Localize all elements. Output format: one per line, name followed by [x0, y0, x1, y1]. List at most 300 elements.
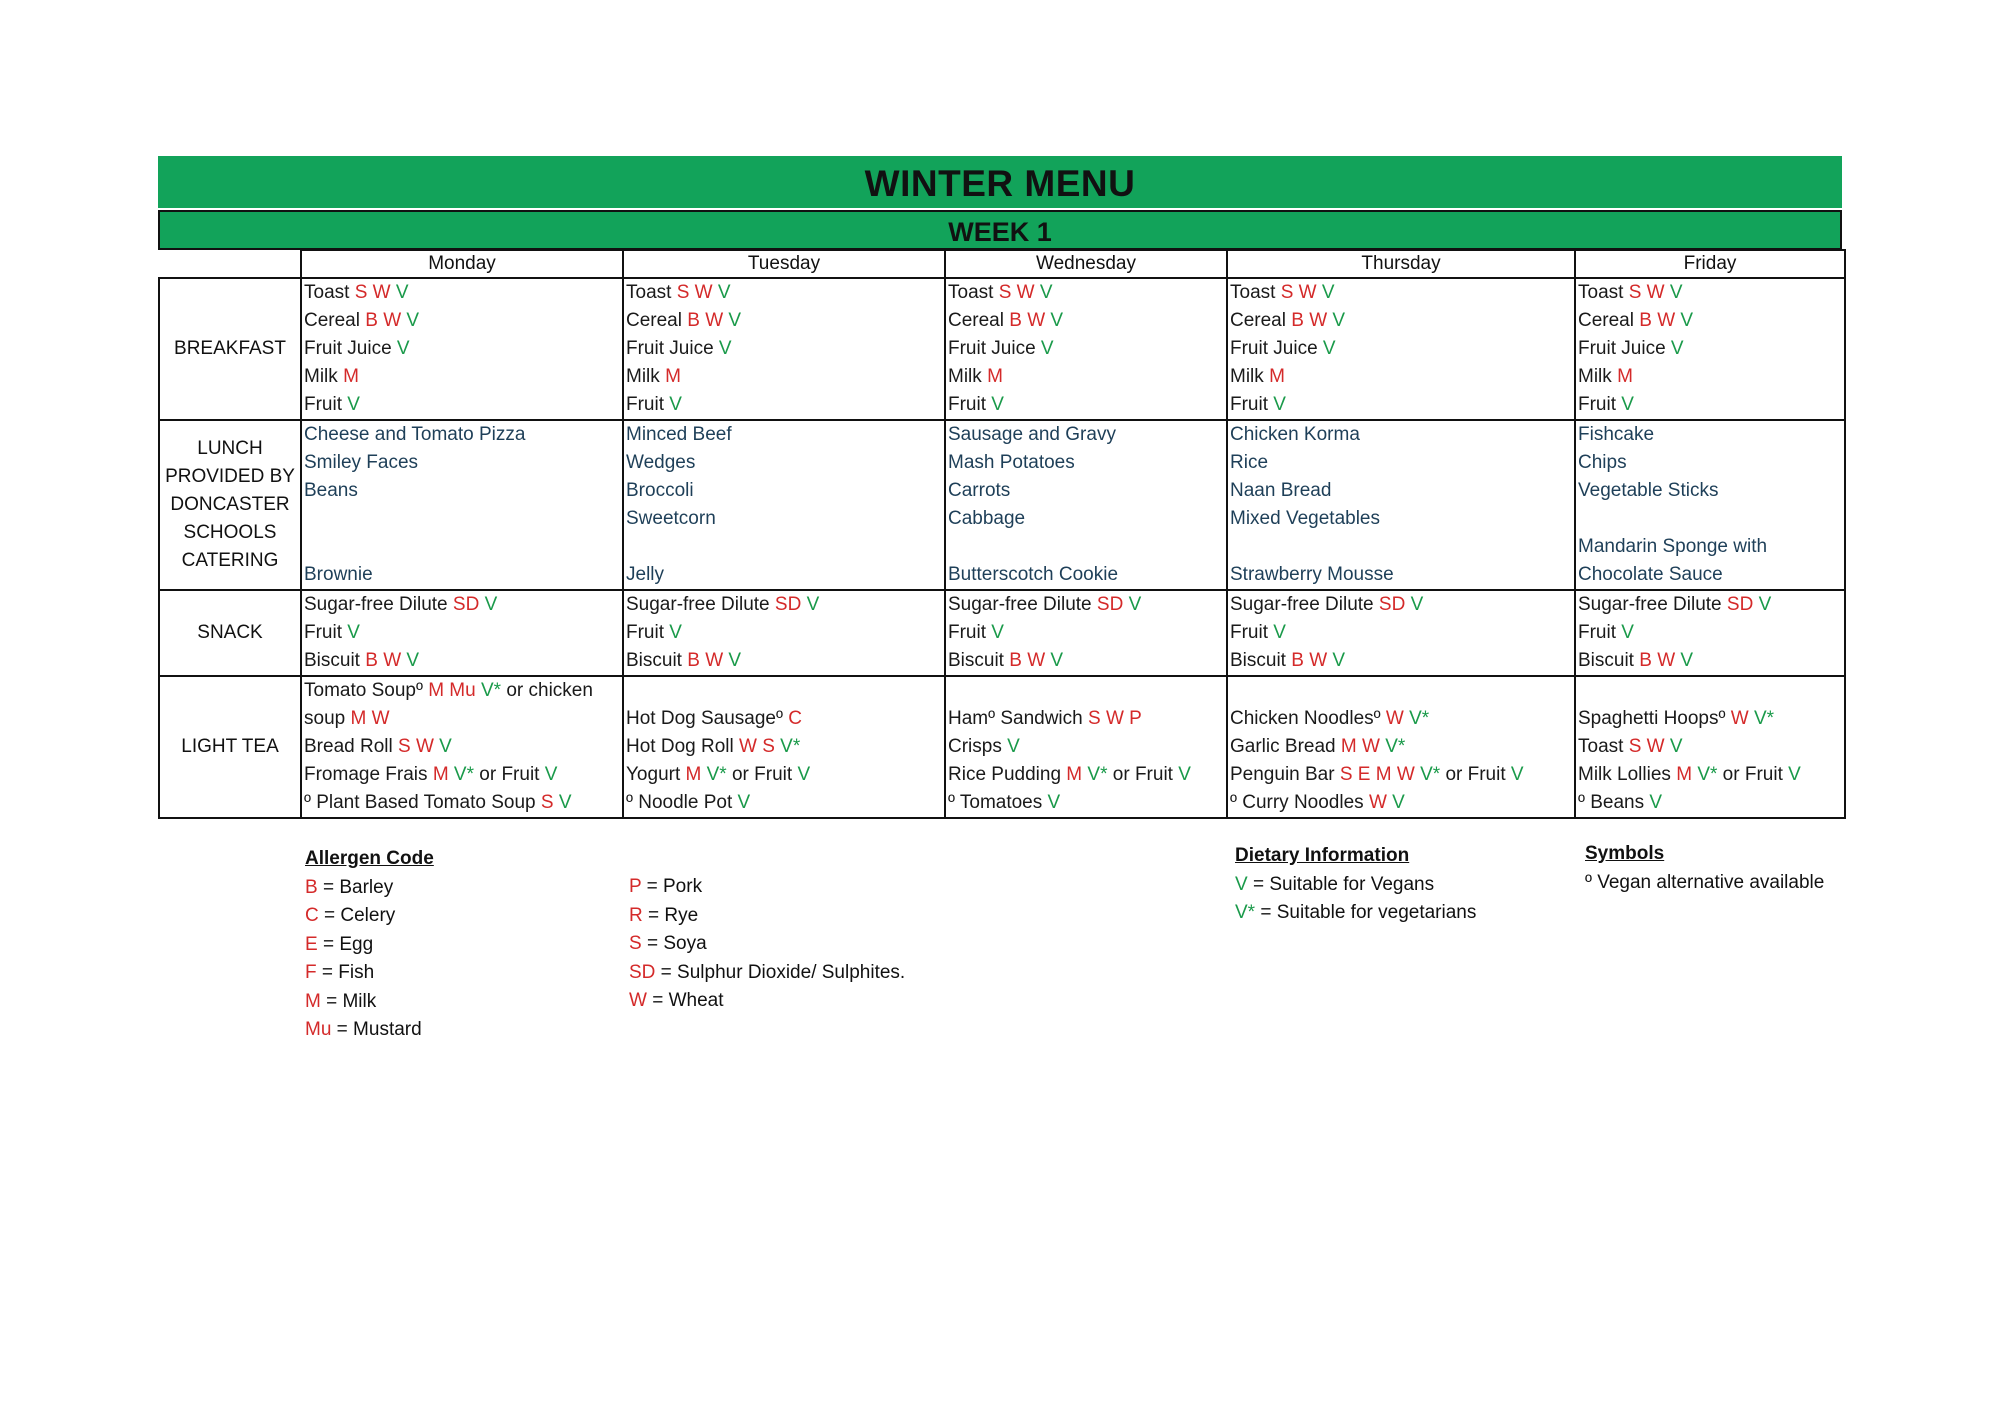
allergen-code: B W	[365, 310, 407, 331]
menu-item	[304, 363, 620, 391]
allergen-code: B W	[1009, 310, 1051, 331]
allergen-code: S W	[1280, 282, 1322, 303]
dietary-legend	[1235, 842, 1476, 928]
dietary-code: V	[1040, 338, 1054, 359]
legend-code: B	[305, 876, 318, 898]
meal-row	[159, 278, 1845, 420]
allergen-code: B W	[1639, 310, 1681, 331]
menu-cell	[1575, 590, 1845, 676]
menu-body	[159, 278, 1845, 818]
menu-item	[948, 761, 1224, 789]
allergen-code: B W	[1009, 650, 1051, 671]
symbols-heading: Symbols	[1585, 843, 1665, 864]
dietary-code: V	[1332, 650, 1346, 671]
dietary-code: V	[1332, 310, 1346, 331]
legend-code: S	[629, 933, 642, 954]
menu-item	[1578, 391, 1842, 419]
allergen-code: S W	[1628, 282, 1670, 303]
menu-spacer	[948, 677, 1224, 705]
menu-item	[1578, 307, 1842, 335]
menu-item	[1578, 561, 1842, 589]
item-text: Tomato Soupº	[304, 680, 429, 701]
legend-code: V*	[1235, 902, 1256, 923]
item-text: º Noodle Pot	[626, 792, 738, 813]
day-header-tuesday: Tuesday	[623, 250, 945, 278]
menu-item	[304, 561, 620, 589]
menu-item	[948, 391, 1224, 419]
dietary-code: V	[1050, 650, 1064, 671]
dietary-code: V	[484, 594, 498, 615]
menu-item	[1230, 619, 1572, 647]
menu-item	[1230, 761, 1572, 789]
menu-spacer	[626, 677, 942, 705]
dietary-code: V*	[706, 764, 732, 785]
allergen-code: M	[1269, 366, 1285, 387]
menu-cell	[945, 676, 1227, 818]
item-text: or Fruit	[479, 764, 545, 785]
dietary-code: V	[544, 764, 558, 785]
dietary-code: V	[669, 622, 682, 643]
legend-text: = Sulphur Dioxide/ Sulphites.	[655, 961, 906, 983]
item-text: Toast	[1230, 282, 1281, 303]
menu-item	[626, 733, 942, 761]
menu-item	[1578, 591, 1842, 619]
allergen-list-1	[305, 874, 434, 1045]
dietary-code: V	[1758, 594, 1772, 615]
menu-item	[1578, 449, 1842, 477]
item-text: Garlic Bread	[1230, 736, 1341, 757]
dietary-code: V	[728, 310, 742, 331]
allergen-code: B W	[1291, 310, 1333, 331]
item-text: Sugar-free Dilute	[948, 594, 1097, 615]
allergen-code: SD	[774, 594, 807, 615]
item-text: Hot Dog Roll	[626, 736, 739, 757]
allergen-code: M	[665, 366, 681, 387]
dietary-code: V*	[780, 736, 801, 757]
item-text: soup	[304, 708, 351, 729]
menu-item	[304, 421, 620, 449]
menu-item	[626, 561, 942, 589]
menu-item	[948, 505, 1224, 533]
item-text: Broccoli	[626, 480, 694, 501]
menu-item	[304, 335, 620, 363]
item-text: Fruit	[948, 622, 992, 643]
dietary-code: V	[395, 282, 409, 303]
item-text: Brownie	[304, 564, 373, 585]
legend-item	[629, 902, 905, 931]
menu-item	[304, 449, 620, 477]
menu-spacer	[304, 533, 620, 561]
menu-item	[948, 335, 1224, 363]
menu-item	[1230, 733, 1572, 761]
item-text: Milk	[304, 366, 344, 387]
legend-code: R	[629, 904, 643, 926]
item-text: or Fruit	[1445, 764, 1511, 785]
item-text: º Curry Noodles	[1230, 792, 1369, 813]
item-text: º Plant Based Tomato Soup	[304, 792, 541, 813]
allergen-code: SD	[1096, 594, 1129, 615]
legend-item	[305, 988, 434, 1017]
menu-item	[626, 705, 942, 733]
dietary-code: V	[728, 650, 742, 671]
item-text: or Fruit	[731, 764, 798, 785]
menu-item	[1230, 505, 1572, 533]
menu-item	[626, 477, 942, 505]
menu-item	[948, 421, 1224, 449]
item-text: Wedges	[626, 452, 696, 473]
item-text: Cereal	[1578, 310, 1640, 331]
allergen-code: C	[788, 708, 802, 729]
menu-item	[948, 733, 1224, 761]
menu-spacer	[1578, 677, 1842, 705]
legend-text: = Suitable for vegetarians	[1255, 902, 1477, 923]
item-text: Cereal	[304, 310, 366, 331]
menu-item	[1578, 421, 1842, 449]
dietary-code: V	[737, 792, 751, 813]
allergen-code: M Mu	[428, 680, 481, 701]
menu-item	[626, 647, 942, 675]
menu-cell	[301, 590, 623, 676]
dietary-code: V	[991, 622, 1004, 643]
meal-row	[159, 420, 1845, 590]
dietary-code: V	[1273, 394, 1286, 415]
menu-cell	[945, 420, 1227, 590]
legend-item	[1235, 899, 1476, 928]
menu-item	[1230, 391, 1572, 419]
item-text: Beans	[304, 480, 358, 501]
legend-item	[305, 902, 434, 931]
menu-cell	[1227, 590, 1575, 676]
menu-cell	[1227, 278, 1575, 420]
menu-cell	[1575, 420, 1845, 590]
dietary-code: V	[1621, 622, 1634, 643]
meal-label: LIGHT TEA	[159, 676, 301, 818]
menu-item	[304, 647, 620, 675]
menu-item	[626, 279, 942, 307]
menu-item	[948, 363, 1224, 391]
item-text: Penguin Bar	[1230, 764, 1340, 785]
legend-code: P	[629, 876, 642, 897]
dietary-code: V	[1680, 310, 1694, 331]
item-text: º Tomatoes	[948, 792, 1048, 813]
menu-cell	[1227, 420, 1575, 590]
day-header-thursday: Thursday	[1227, 250, 1575, 278]
menu-spacer	[626, 533, 942, 561]
menu-cell	[301, 278, 623, 420]
menu-item	[948, 279, 1224, 307]
legend-text: = Milk	[320, 990, 377, 1012]
dietary-code: V	[1322, 338, 1336, 359]
menu-item	[626, 335, 942, 363]
item-text: Sweetcorn	[626, 508, 716, 529]
menu-item	[304, 477, 620, 505]
item-text: Hot Dog Sausageº	[626, 708, 789, 729]
menu-item	[948, 561, 1224, 589]
menu-item	[1578, 619, 1842, 647]
item-text: Vegetable Sticks	[1578, 480, 1719, 501]
dietary-code: V	[1273, 622, 1286, 643]
item-text: or Fruit	[1722, 764, 1789, 785]
menu-item	[304, 307, 620, 335]
dietary-heading: Dietary Information	[1235, 845, 1410, 866]
item-text: Chocolate Sauce	[1578, 564, 1723, 585]
menu-item	[1230, 789, 1572, 817]
legend-text: = Wheat	[646, 990, 724, 1011]
item-text: º Beans	[1578, 792, 1650, 813]
menu-item	[1578, 705, 1842, 733]
legend-code: Mu	[305, 1019, 332, 1040]
dietary-list	[1235, 871, 1476, 928]
day-header-friday: Friday	[1575, 250, 1845, 278]
menu-item	[948, 591, 1224, 619]
menu-item	[304, 733, 620, 761]
item-text: Strawberry Mousse	[1230, 564, 1394, 585]
dietary-code: V	[406, 310, 420, 331]
item-text: Toast	[1578, 736, 1629, 757]
item-text: Biscuit	[1578, 650, 1640, 671]
legend-text: = Mustard	[331, 1019, 422, 1040]
menu-cell	[945, 590, 1227, 676]
symbols-list	[1585, 869, 1824, 898]
menu-item	[626, 619, 942, 647]
dietary-code: V	[1649, 792, 1663, 813]
item-text: Toast	[626, 282, 677, 303]
menu-item	[1230, 449, 1572, 477]
menu-item	[626, 391, 942, 419]
menu-cell	[623, 676, 945, 818]
menu-item	[626, 789, 942, 817]
legend-code: W	[629, 990, 647, 1011]
item-text: Cereal	[626, 310, 688, 331]
item-text: Rice Pudding	[948, 764, 1067, 785]
dietary-code: V*	[1385, 736, 1406, 757]
dietary-code: V	[347, 394, 360, 415]
item-text: Cabbage	[948, 508, 1026, 529]
item-text: Fruit Juice	[626, 338, 719, 359]
item-text: Chicken Korma	[1230, 424, 1360, 445]
legend-item	[629, 930, 905, 959]
allergen-code: B W	[1639, 650, 1681, 671]
menu-item	[304, 705, 620, 733]
menu-item	[304, 761, 620, 789]
dietary-code: V	[1670, 338, 1684, 359]
item-text: Naan Bread	[1230, 480, 1332, 501]
item-text: Rice	[1230, 452, 1269, 473]
menu-item	[1578, 335, 1842, 363]
item-text: Milk	[1578, 366, 1618, 387]
allergen-code: S W	[998, 282, 1040, 303]
menu-cell	[623, 278, 945, 420]
item-text: Spaghetti Hoopsº	[1578, 708, 1731, 729]
allergen-code: W	[1730, 708, 1754, 729]
allergen-heading: Allergen Code	[305, 848, 434, 869]
menu-cell	[1575, 676, 1845, 818]
menu-item	[304, 677, 620, 705]
menu-item	[304, 619, 620, 647]
allergen-code: S W	[354, 282, 396, 303]
menu-item	[1230, 561, 1572, 589]
item-text: Mandarin Sponge with	[1578, 536, 1768, 557]
item-text: Fromage Frais	[304, 764, 433, 785]
menu-item	[948, 449, 1224, 477]
legend-text: = Egg	[317, 933, 374, 955]
menu-item	[1230, 647, 1572, 675]
legend-item	[1235, 871, 1476, 900]
legend-text: = Fish	[316, 962, 375, 983]
item-text: Sugar-free Dilute	[304, 594, 453, 615]
menu-item	[304, 279, 620, 307]
menu-item	[1230, 591, 1572, 619]
legend-text: = Pork	[641, 876, 703, 897]
legend-item	[629, 959, 905, 988]
menu-item	[948, 705, 1224, 733]
dietary-code: V	[1007, 736, 1020, 757]
allergen-code: SD	[452, 594, 485, 615]
dietary-code: V	[1392, 792, 1405, 813]
item-text: Sugar-free Dilute	[1230, 594, 1379, 615]
item-text: Fruit Juice	[1230, 338, 1323, 359]
meal-label: LUNCH PROVIDED BY DONCASTER SCHOOLS CATERING	[159, 420, 301, 590]
allergen-code: M W	[350, 708, 390, 729]
allergen-code: M	[1066, 764, 1088, 785]
dietary-code: V	[396, 338, 410, 359]
dietary-code: V*	[480, 680, 507, 701]
item-text: Crisps	[948, 736, 1008, 757]
allergen-code: SD	[1726, 594, 1759, 615]
item-text: Mixed Vegetables	[1230, 508, 1380, 529]
allergen-code: W	[1385, 708, 1410, 729]
menu-item	[948, 477, 1224, 505]
item-text: Milk	[1230, 366, 1270, 387]
allergen-code: M	[685, 764, 707, 785]
allergen-code: SD	[1378, 594, 1411, 615]
menu-item	[1578, 733, 1842, 761]
legend-item	[305, 959, 434, 988]
item-text: Hamº Sandwich	[948, 708, 1088, 729]
allergen-code: S E M W	[1339, 764, 1421, 785]
item-text: Chips	[1578, 452, 1627, 473]
dietary-code: V	[717, 282, 731, 303]
menu-item	[1230, 421, 1572, 449]
legend-code: C	[305, 905, 319, 926]
item-text: or chicken	[506, 680, 593, 701]
menu-item	[1578, 363, 1842, 391]
item-text: or Fruit	[1112, 764, 1179, 785]
item-text: Smiley Faces	[304, 452, 419, 473]
menu-item	[1230, 363, 1572, 391]
dietary-code: V	[1410, 594, 1424, 615]
menu-item	[1578, 279, 1842, 307]
dietary-code: V	[1047, 792, 1061, 813]
dietary-code: V	[797, 764, 811, 785]
allergen-code: S W P	[1088, 708, 1142, 729]
item-text: Fruit	[1578, 394, 1622, 415]
legend-item	[629, 873, 905, 902]
dietary-code: V	[1321, 282, 1335, 303]
symbol-item: º Vegan alternative available	[1585, 871, 1825, 893]
menu-item	[626, 421, 942, 449]
dietary-code: V	[347, 622, 360, 643]
item-text: Yogurt	[626, 764, 686, 785]
menu-cell	[1227, 676, 1575, 818]
dietary-code: V	[406, 650, 420, 671]
menu-item	[626, 761, 942, 789]
allergen-code: M	[1617, 366, 1633, 387]
allergen-code: W S	[739, 736, 781, 757]
item-text: Sugar-free Dilute	[1578, 594, 1727, 615]
allergen-code: B W	[365, 650, 407, 671]
dietary-code: V*	[1420, 764, 1446, 785]
dietary-code: V	[558, 792, 572, 813]
dietary-code: V	[1128, 594, 1142, 615]
menu-table	[158, 249, 1846, 819]
dietary-code: V	[991, 394, 1004, 415]
legend-text: = Celery	[318, 905, 396, 926]
menu-item	[948, 647, 1224, 675]
dietary-code: V*	[1753, 708, 1775, 729]
allergen-code: M	[432, 764, 454, 785]
legend-text: = Barley	[317, 876, 394, 898]
allergen-code: S W	[1628, 736, 1670, 757]
day-header-wednesday: Wednesday	[945, 250, 1227, 278]
item-text: Biscuit	[1230, 650, 1292, 671]
item-text: Fruit	[948, 394, 992, 415]
dietary-code: V*	[1087, 764, 1113, 785]
menu-item	[948, 307, 1224, 335]
item-text: Fruit Juice	[304, 338, 397, 359]
legend-text: = Suitable for Vegans	[1247, 873, 1435, 895]
menu-cell	[623, 590, 945, 676]
item-text: Cheese and Tomato Pizza	[304, 424, 526, 445]
allergen-code: B W	[687, 310, 729, 331]
item-text: Toast	[948, 282, 999, 303]
item-text: Milk Lollies	[1578, 764, 1677, 785]
dietary-code: V	[669, 394, 682, 415]
allergen-list-2	[629, 873, 905, 1016]
legend-item	[305, 1016, 434, 1045]
allergen-code: S W	[676, 282, 718, 303]
menu-item	[626, 363, 942, 391]
item-text: Fruit	[1578, 622, 1622, 643]
item-text: Fruit	[304, 622, 348, 643]
menu-title: WINTER MENU	[158, 156, 1842, 208]
menu-item	[948, 619, 1224, 647]
menu-item	[1230, 279, 1572, 307]
menu-item	[1578, 789, 1842, 817]
item-text: Fishcake	[1578, 424, 1655, 445]
item-text: Fruit	[304, 394, 348, 415]
menu-item	[304, 591, 620, 619]
legend-item	[305, 931, 434, 960]
meal-row	[159, 676, 1845, 818]
item-text: Cereal	[948, 310, 1010, 331]
menu-item	[304, 789, 620, 817]
item-text: Toast	[304, 282, 355, 303]
item-text: Fruit Juice	[948, 338, 1041, 359]
dietary-code: V	[1669, 282, 1683, 303]
symbols-legend	[1585, 840, 1824, 897]
allergen-code: B W	[1291, 650, 1333, 671]
allergen-legend-2	[629, 873, 905, 1016]
item-text: Fruit	[626, 394, 670, 415]
item-text: Milk	[948, 366, 988, 387]
menu-spacer	[1230, 533, 1572, 561]
item-text: Biscuit	[304, 650, 366, 671]
legend-text: = Rye	[642, 904, 699, 926]
allergen-code: M W	[1340, 736, 1386, 757]
menu-cell	[301, 676, 623, 818]
allergen-code: M	[1676, 764, 1698, 785]
